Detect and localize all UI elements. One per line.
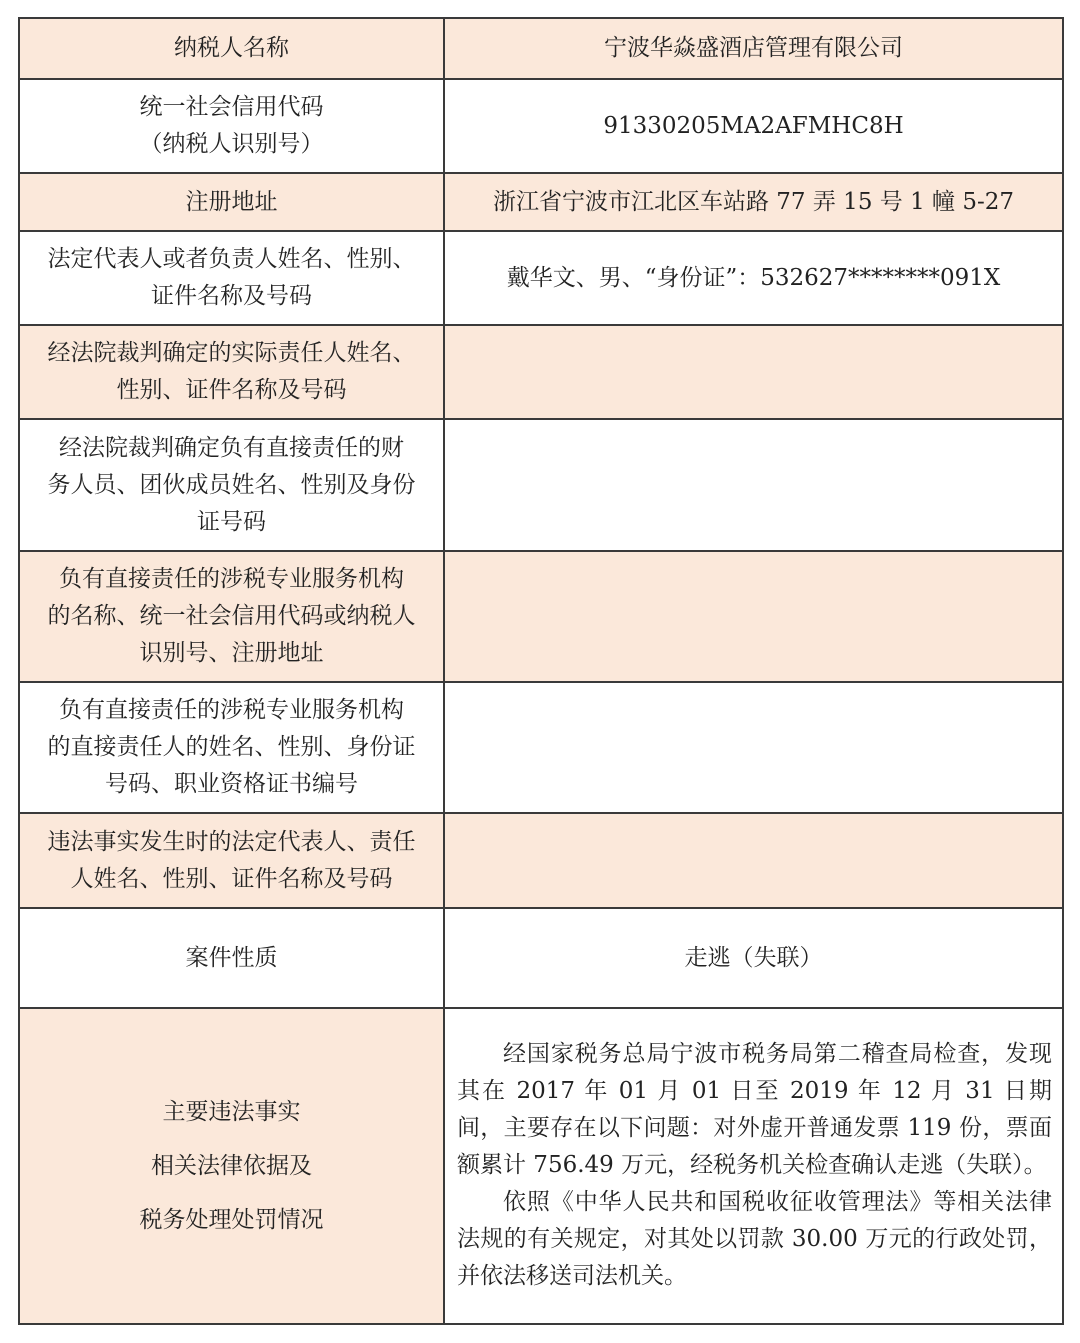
value-cell xyxy=(444,325,1063,419)
label-cell xyxy=(19,79,444,173)
label-cell xyxy=(19,325,444,419)
value-cell xyxy=(444,682,1063,813)
row-finance-staff xyxy=(19,419,1063,551)
label-line: 案件性质 xyxy=(185,944,278,971)
facts-paragraph: 依照《中华人民共和国税收征收管理法》等相关法律法规的有关规定，对其处以罚款 30.00 万元的行政处罚，并依法移送司法机关。 xyxy=(457,1188,1052,1289)
label-line: 经法院裁判确定的实际责任人姓名、 xyxy=(47,340,416,366)
value-cell xyxy=(444,419,1063,551)
row-registered-address xyxy=(19,173,1063,231)
label-line: 的直接责任人的姓名、性别、身份证 xyxy=(47,734,416,760)
facts-text-cell xyxy=(444,1008,1063,1324)
value-cell: 宁波华焱盛酒店管理有限公司 xyxy=(444,18,1063,79)
facts-paragraph: 经国家税务总局宁波市税务局第二稽查局检查，发现其在 2017 年 01 月 01 日至 2019 年 12 月 31 日期间，主要存在以下问题：对外虚开普通发票 119 份，票面额累计 756.49 万元，经税务机关检查确认走逃（失联）。 xyxy=(457,1040,1052,1178)
row-credit-code xyxy=(19,79,1063,173)
label-line: 纳税人名称 xyxy=(174,35,289,61)
label-line: 相关法律依据及 xyxy=(151,1152,312,1179)
label-line: 经法院裁判确定负有直接责任的财 xyxy=(59,434,404,461)
label-line: 识别号、注册地址 xyxy=(139,640,324,666)
row-representative-at-violation xyxy=(19,813,1063,908)
value-cell: 戴华文、男、“身份证”：532627********091X xyxy=(444,231,1063,325)
value-cell xyxy=(444,551,1063,682)
label-line: 务人员、团伙成员姓名、性别及身份 xyxy=(47,471,416,498)
label-line: 的名称、统一社会信用代码或纳税人 xyxy=(47,603,416,629)
label-cell xyxy=(19,173,444,231)
value-cell: 浙江省宁波市江北区车站路 77 弄 15 号 1 幢 5-27 xyxy=(444,173,1063,231)
label-line: 税务处理处罚情况 xyxy=(139,1206,324,1233)
row-actual-responsible-person xyxy=(19,325,1063,419)
label-line: 人姓名、性别、证件名称及号码 xyxy=(70,865,393,892)
label-line: 法定代表人或者负责人姓名、性别、 xyxy=(47,246,416,272)
label-cell xyxy=(19,551,444,682)
label-cell xyxy=(19,908,444,1008)
label-line: 违法事实发生时的法定代表人、责任 xyxy=(47,828,416,855)
label-line: 主要违法事实 xyxy=(162,1098,301,1125)
label-line: 负有直接责任的涉税专业服务机构 xyxy=(59,566,404,592)
label-line: 证号码 xyxy=(197,508,266,535)
label-cell xyxy=(19,1008,444,1324)
row-taxpayer-name xyxy=(19,18,1063,79)
label-line: 号码、职业资格证书编号 xyxy=(105,771,358,797)
row-legal-representative xyxy=(19,231,1063,325)
info-table xyxy=(18,17,1064,1325)
label-line: 注册地址 xyxy=(185,188,278,215)
value-cell: 走逃（失联） xyxy=(444,908,1063,1008)
label-cell xyxy=(19,18,444,79)
label-cell xyxy=(19,682,444,813)
label-line: 统一社会信用代码 xyxy=(139,94,324,120)
label-cell xyxy=(19,419,444,551)
row-tax-agency-person xyxy=(19,682,1063,813)
label-cell xyxy=(19,813,444,908)
label-line: （纳税人识别号） xyxy=(139,131,324,157)
label-line: 性别、证件名称及号码 xyxy=(116,377,347,403)
value-cell: 91330205MA2AFMHC8H xyxy=(444,79,1063,173)
label-line: 证件名称及号码 xyxy=(151,283,312,309)
tax-violation-document xyxy=(18,17,1062,1325)
row-case-nature xyxy=(19,908,1063,1008)
value-cell xyxy=(444,813,1063,908)
label-line: 负有直接责任的涉税专业服务机构 xyxy=(59,697,404,723)
row-tax-agency xyxy=(19,551,1063,682)
label-cell xyxy=(19,231,444,325)
row-main-facts xyxy=(19,1008,1063,1324)
